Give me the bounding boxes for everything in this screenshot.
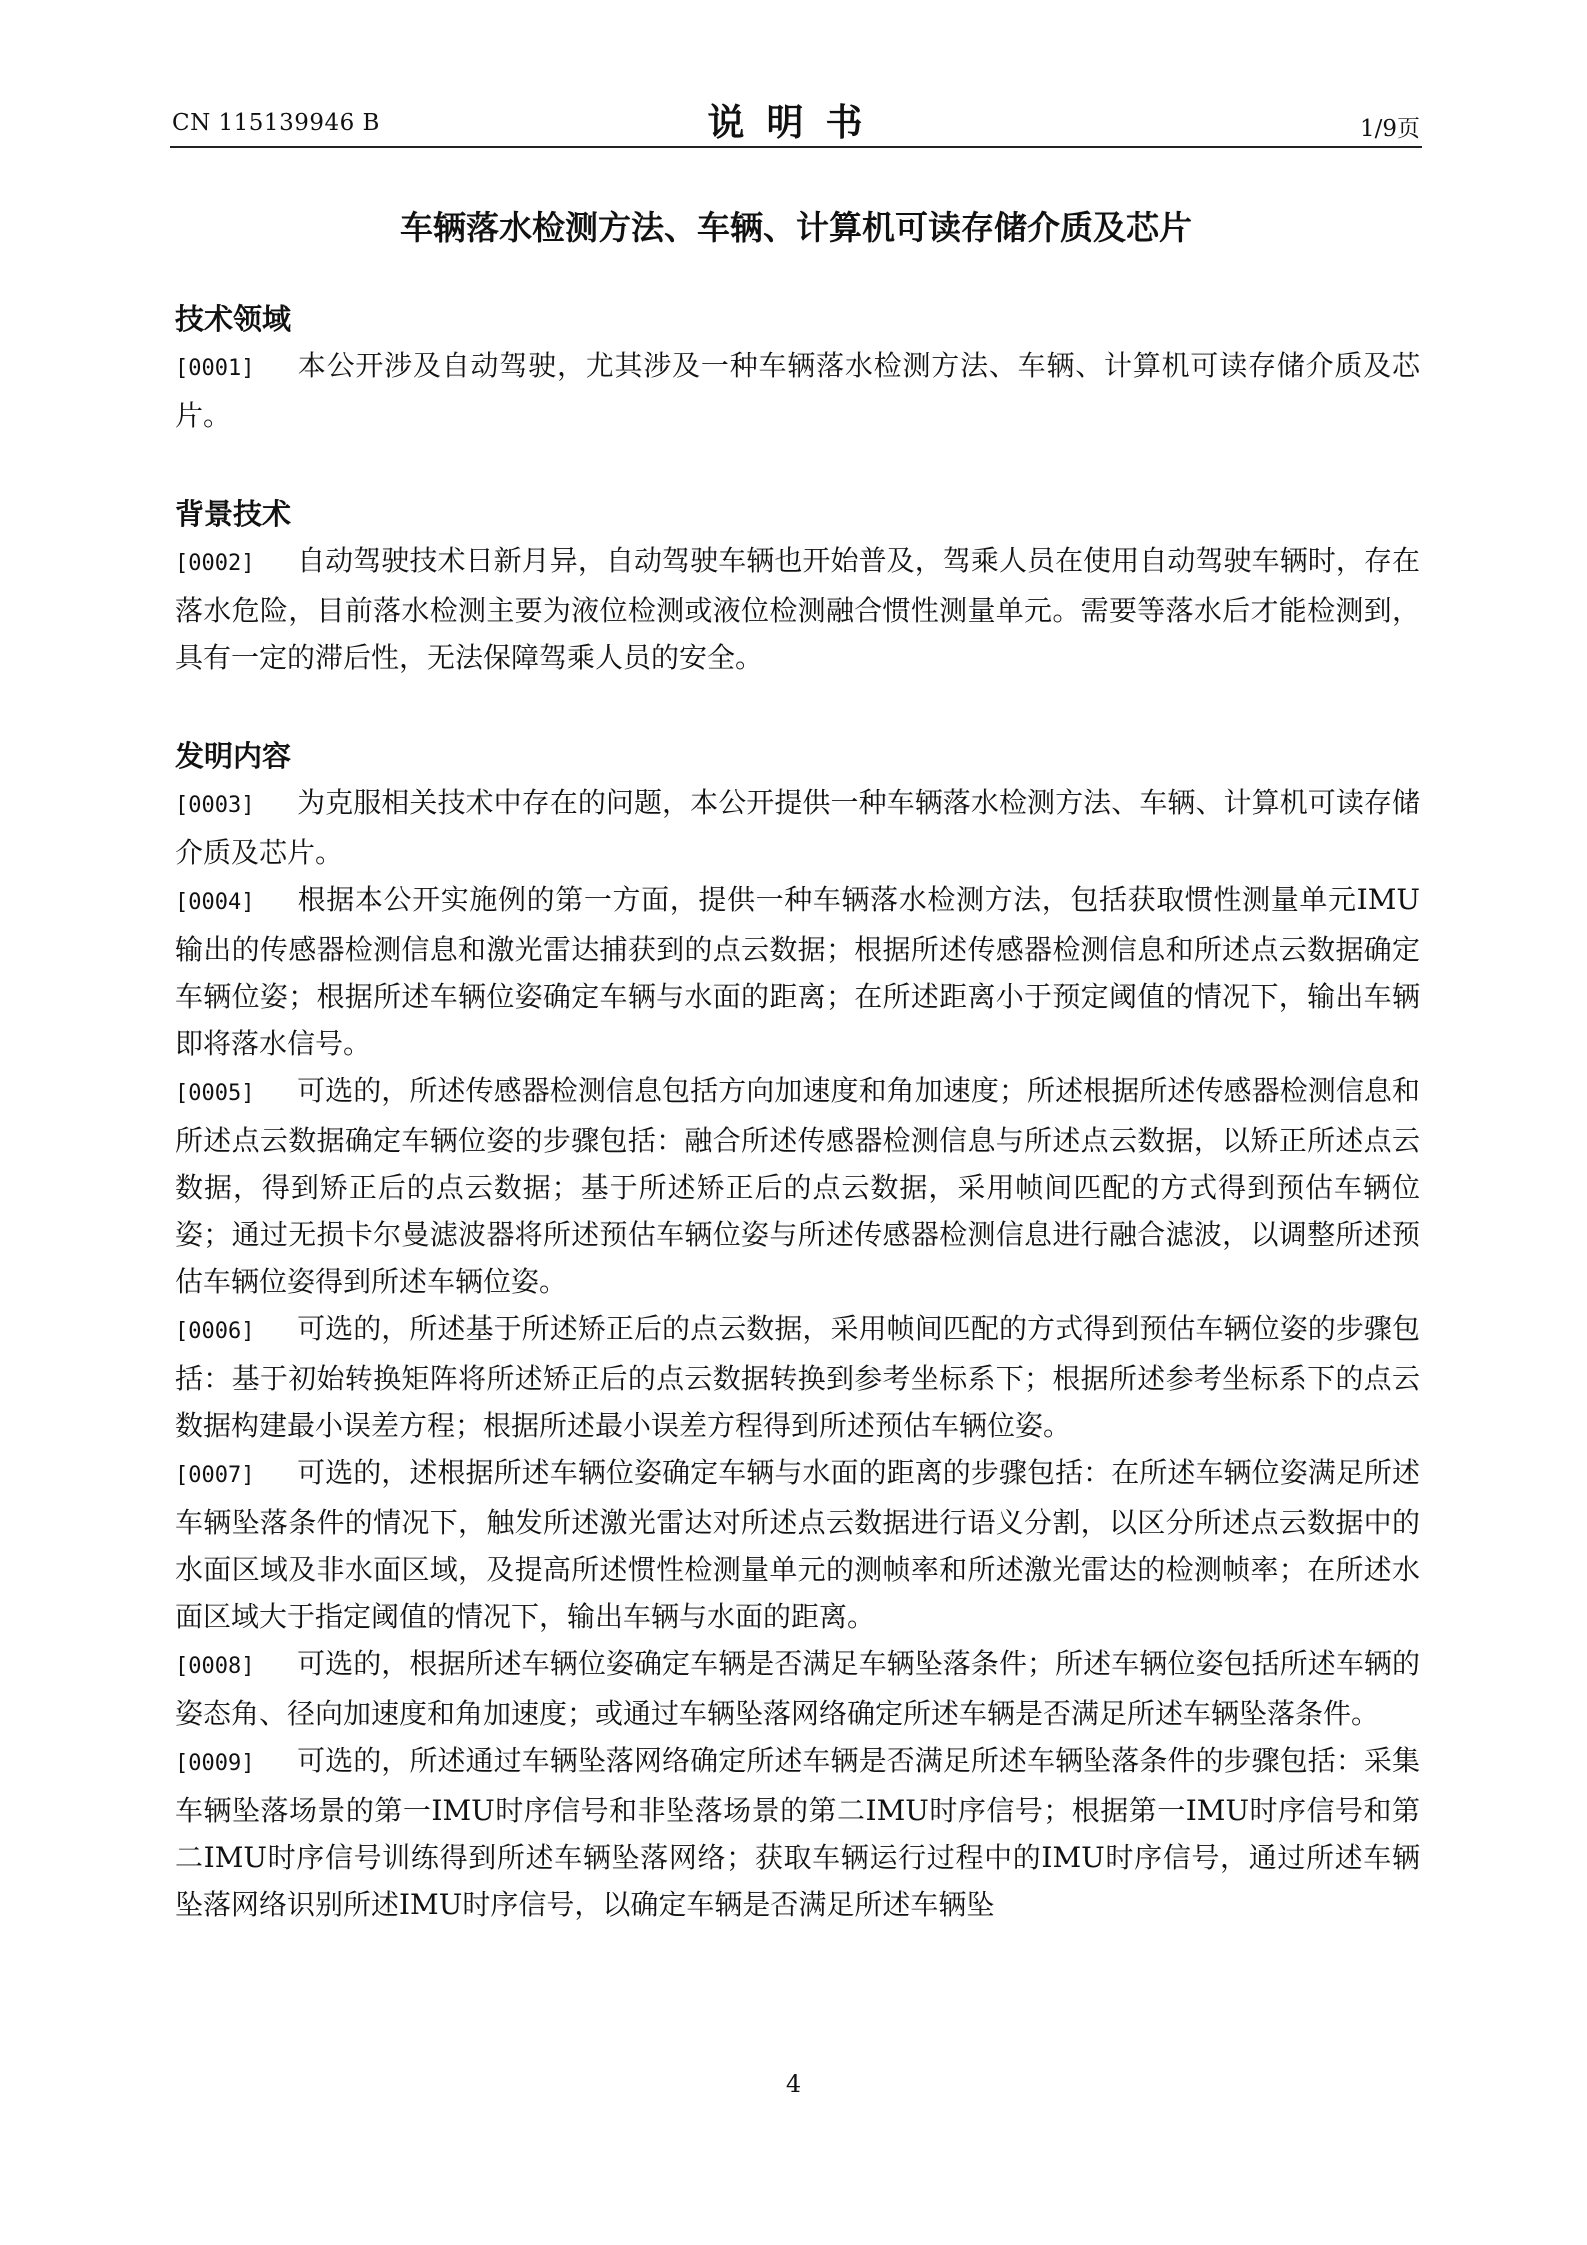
- paragraph-text: 自动驾驶技术日新月异，自动驾驶车辆也开始普及，驾乘人员在使用自动驾驶车辆时，存在落水危险，目前落水检测主要为液位检测或液位检测融合惯性测量单元。需要等落水后才能检测到，具有一定的滞后性，无法保障驾乘人员的安全。: [175, 544, 1420, 674]
- page-indicator: 1/9页: [1359, 116, 1420, 142]
- paragraph-number: [0009]: [175, 1751, 255, 1776]
- patent-number: CN 115139946 B: [172, 110, 380, 136]
- section-heading: 发明内容: [175, 739, 292, 773]
- section-background: [175, 491, 1420, 681]
- document-title: 车辆落水检测方法、车辆、计算机可读存储介质及芯片: [400, 208, 1192, 247]
- page-number: 4: [785, 2070, 802, 2098]
- document-body: [175, 296, 1420, 1928]
- paragraph: [175, 1449, 1420, 1640]
- paragraph-text: 为克服相关技术中存在的问题，本公开提供一种车辆落水检测方法、车辆、计算机可读存储介质及芯片。: [175, 786, 1420, 869]
- paragraph-text: 根据本公开实施例的第一方面，提供一种车辆落水检测方法，包括获取惯性测量单元IMU输出的传感器检测信息和激光雷达捕获到的点云数据；根据所述传感器检测信息和所述点云数据确定车辆位姿；根据所述车辆位姿确定车辆与水面的距离；在所述距离小于预定阈值的情况下，输出车辆即将落水信号。: [175, 883, 1420, 1060]
- paragraph: [175, 1737, 1420, 1928]
- paragraph-text: 可选的，述根据所述车辆位姿确定车辆与水面的距离的步骤包括：在所述车辆位姿满足所述车辆坠落条件的情况下，触发所述激光雷达对所述点云数据进行语义分割，以区分所述点云数据中的水面区域及非水面区域，及提高所述惯性检测量单元的测帧率和所述激光雷达的检测帧率；在所述水面区域大于指定阈值的情况下，输出车辆与水面的距离。: [175, 1456, 1420, 1633]
- header-divider: [170, 146, 1422, 148]
- section-heading: 技术领域: [175, 302, 292, 336]
- paragraph-number: [0008]: [175, 1654, 255, 1679]
- paragraph-number: [0007]: [175, 1463, 255, 1488]
- section-summary: [175, 733, 1420, 1928]
- paragraph-number: [0005]: [175, 1081, 255, 1106]
- section-technical-field: [175, 296, 1420, 439]
- paragraph-text: 可选的，所述传感器检测信息包括方向加速度和角加速度；所述根据所述传感器检测信息和所述点云数据确定车辆位姿的步骤包括：融合所述传感器检测信息与所述点云数据，以矫正所述点云数据，得到矫正后的点云数据；基于所述矫正后的点云数据，采用帧间匹配的方式得到预估车辆位姿；通过无损卡尔曼滤波器将所述预估车辆位姿与所述传感器检测信息进行融合滤波，以调整所述预估车辆位姿得到所述车辆位姿。: [175, 1074, 1420, 1298]
- paragraph-number: [0004]: [175, 890, 255, 915]
- paragraph-number: [0002]: [175, 551, 255, 576]
- paragraph: [175, 779, 1420, 876]
- section-heading: 背景技术: [175, 497, 292, 531]
- paragraph: [175, 1640, 1420, 1737]
- paragraph-number: [0003]: [175, 793, 255, 818]
- page-header: [170, 92, 1422, 146]
- paragraph: [175, 1305, 1420, 1449]
- paragraph: [175, 1067, 1420, 1305]
- paragraph-text: 可选的，根据所述车辆位姿确定车辆是否满足车辆坠落条件；所述车辆位姿包括所述车辆的姿态角、径向加速度和角加速度；或通过车辆坠落网络确定所述车辆是否满足所述车辆坠落条件。: [175, 1647, 1420, 1730]
- paragraph: [175, 342, 1420, 439]
- paragraph: [175, 876, 1420, 1067]
- document-type: 说明书: [707, 101, 885, 144]
- paragraph-number: [0001]: [175, 356, 255, 381]
- paragraph-text: 可选的，所述基于所述矫正后的点云数据，采用帧间匹配的方式得到预估车辆位姿的步骤包括：基于初始转换矩阵将所述矫正后的点云数据转换到参考坐标系下；根据所述参考坐标系下的点云数据构建最小误差方程；根据所述最小误差方程得到所述预估车辆位姿。: [175, 1312, 1420, 1442]
- paragraph-text: 本公开涉及自动驾驶，尤其涉及一种车辆落水检测方法、车辆、计算机可读存储介质及芯片。: [175, 349, 1420, 432]
- paragraph-text: 可选的，所述通过车辆坠落网络确定所述车辆是否满足所述车辆坠落条件的步骤包括：采集车辆坠落场景的第一IMU时序信号和非坠落场景的第二IMU时序信号；根据第一IMU时序信号和第二IMU时序信号训练得到所述车辆坠落网络；获取车辆运行过程中的IMU时序信号，通过所述车辆坠落网络识别所述IMU时序信号，以确定车辆是否满足所述车辆坠: [175, 1744, 1420, 1921]
- paragraph-number: [0006]: [175, 1319, 255, 1344]
- paragraph: [175, 537, 1420, 681]
